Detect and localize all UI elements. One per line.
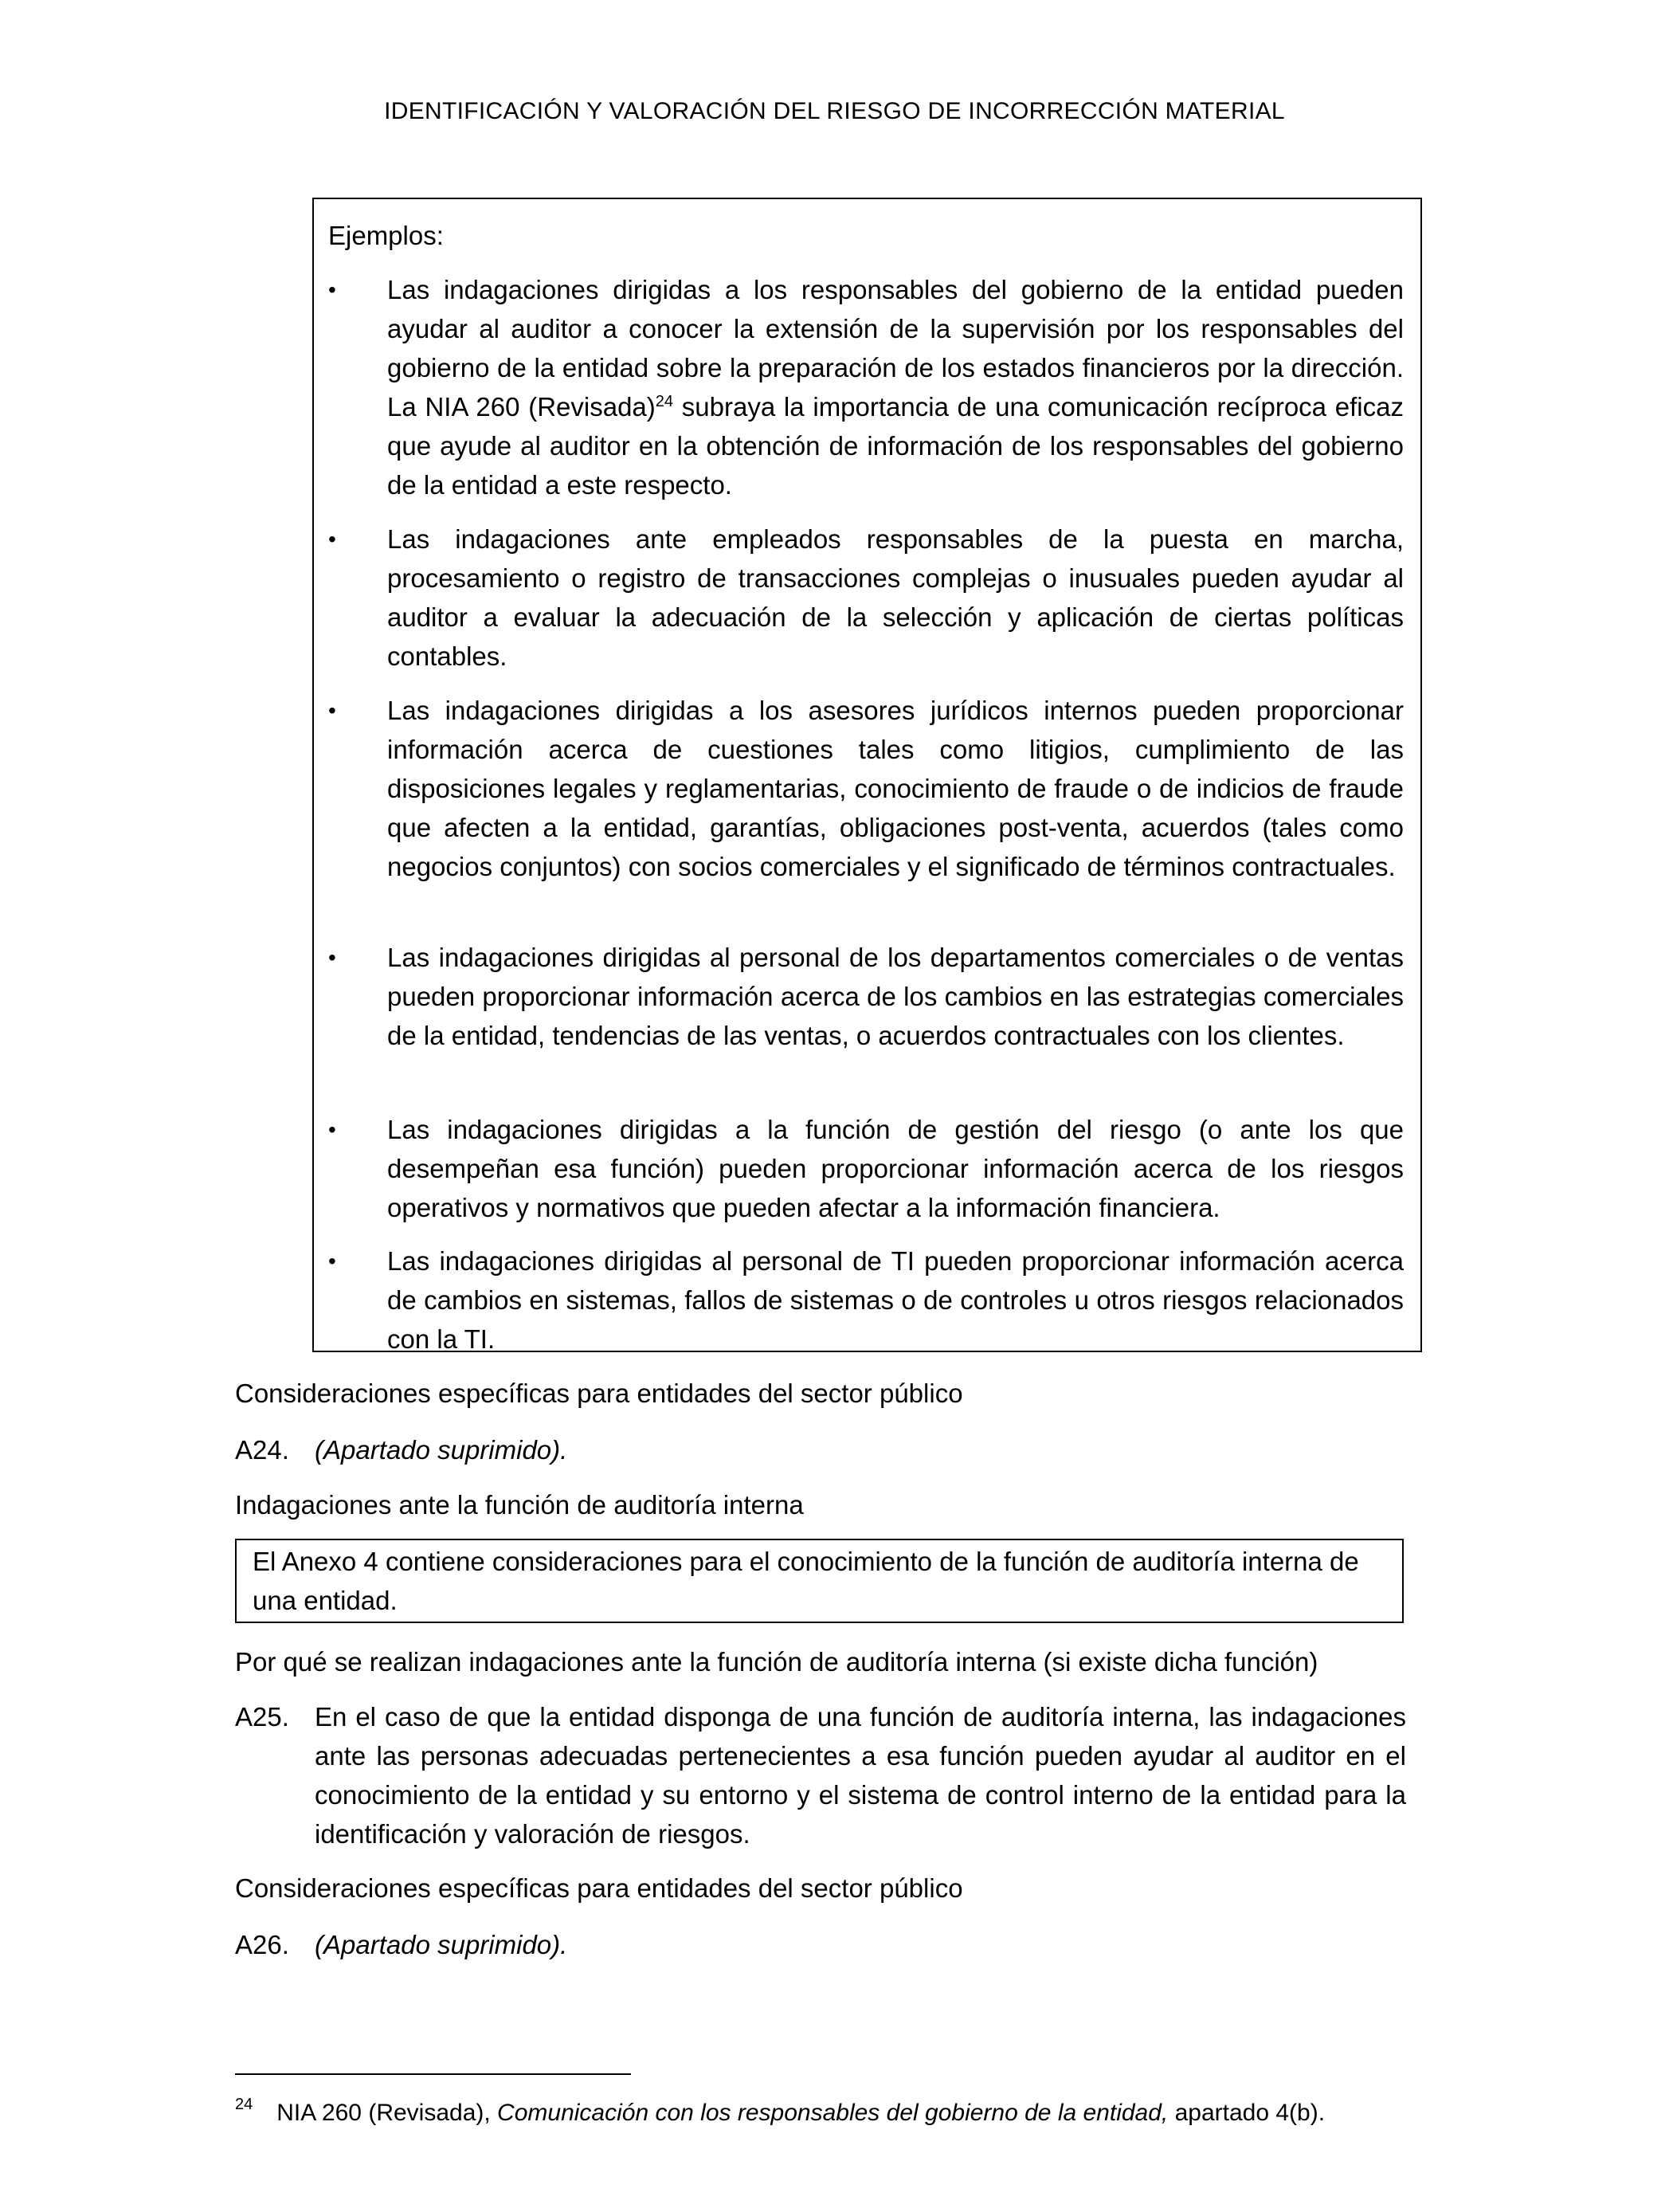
examples-title: Ejemplos: <box>328 221 444 250</box>
section-heading-internal-audit: Indagaciones ante la función de auditoría interna <box>235 1490 804 1520</box>
paragraph-text: (Apartado suprimido). <box>315 1930 568 1959</box>
section-heading-why-inquiries: Por qué se realizan indagaciones ante la función de auditoría interna (si existe dicha función) <box>235 1647 1318 1677</box>
bullet-icon: • <box>328 698 336 723</box>
example-item-text: Las indagaciones ante empleados responsables de la puesta en marcha, procesamiento o registro de transacciones complejas o inusuales pueden ayudar al auditor a evaluar la adecuación de la selección y aplicación de ciertas políticas contables. <box>387 524 1404 671</box>
bullet-icon: • <box>328 277 336 302</box>
annex-note-box <box>235 1539 1404 1623</box>
annex-note-text: El Anexo 4 contiene consideraciones para el conocimiento de la función de auditoría interna de una entidad. <box>253 1547 1359 1615</box>
example-item-text: Las indagaciones dirigidas a la función de gestión del riesgo (o ante los que desempeñan esa función) pueden proporcionar información acerca de los riesgos operativos y normativos que pueden afectar a la información financiera. <box>387 1115 1404 1222</box>
paragraph-text: (Apartado suprimido). <box>315 1435 568 1465</box>
section-heading-public-sector-2: Consideraciones específicas para entidades del sector público <box>235 1873 963 1903</box>
bullet-icon: • <box>328 945 336 970</box>
bullet-icon: • <box>328 1117 336 1142</box>
bullet-icon: • <box>328 527 336 551</box>
paragraph-number: A25. <box>235 1702 289 1732</box>
bullet-icon: • <box>328 1249 336 1273</box>
footnote-reference: 24 <box>655 393 674 410</box>
paragraph-text: En el caso de que la entidad disponga de una función de auditoría interna, las indagaciones ante las personas adecuadas pertenecientes a esa función pueden ayudar al auditor en el conocimiento de la entidad y su entorno y el sistema de control interno de la entidad para la identificación y valoración de riesgos. <box>315 1702 1406 1849</box>
example-item-text: Las indagaciones dirigidas al personal de los departamentos comerciales o de ventas pueden proporcionar información acerca de los cambios en las estrategias comerciales de la entidad, tendencias de las ventas, o acuerdos contractuales con los clientes. <box>387 943 1404 1050</box>
example-item-text: Las indagaciones dirigidas al personal de TI pueden proporcionar información acerca de cambios en sistemas, fallos de sistemas o de controles u otros riesgos relacionados con la TI. <box>387 1246 1404 1354</box>
footnote-marker: 24 <box>235 2096 253 2113</box>
example-item-text: Las indagaciones dirigidas a los responsables del gobierno de la entidad pueden ayudar al auditor a conocer la extensión de la supervisión por los responsables del gobierno de la entidad sobre la preparación de los estados financieros por la dirección. La NIA 260 (Revisada)$^{24}$ subraya la importancia de una comunicación recíproca eficaz que ayude al auditor en la obtención de información de los responsables del gobierno de la entidad a este respecto. <box>387 275 1404 500</box>
section-heading-public-sector: Consideraciones específicas para entidades del sector público <box>235 1379 963 1408</box>
paragraph-number: A26. <box>235 1930 289 1959</box>
running-header: IDENTIFICACIÓN Y VALORACIÓN DEL RIESGO DE INCORRECCIÓN MATERIAL <box>384 98 1285 124</box>
footnote: $^{24}$ NIA 260 (Revisada), Comunicación con los responsables del gobierno de la entidad, apartado 4(b). <box>235 2096 1326 2126</box>
footnote-separator <box>235 2073 631 2075</box>
paragraph-number: A24. <box>235 1435 289 1465</box>
example-item-text: Las indagaciones dirigidas a los asesores jurídicos internos pueden proporcionar información acerca de cuestiones tales como litigios, cumplimiento de las disposiciones legales y reglamentarias, conocimiento de fraude o de indicios de fraude que afecten a la entidad, garantías, obligaciones post-venta, acuerdos (tales como negocios conjuntos) con socios comerciales y el significado de términos contractuales. <box>387 696 1404 881</box>
